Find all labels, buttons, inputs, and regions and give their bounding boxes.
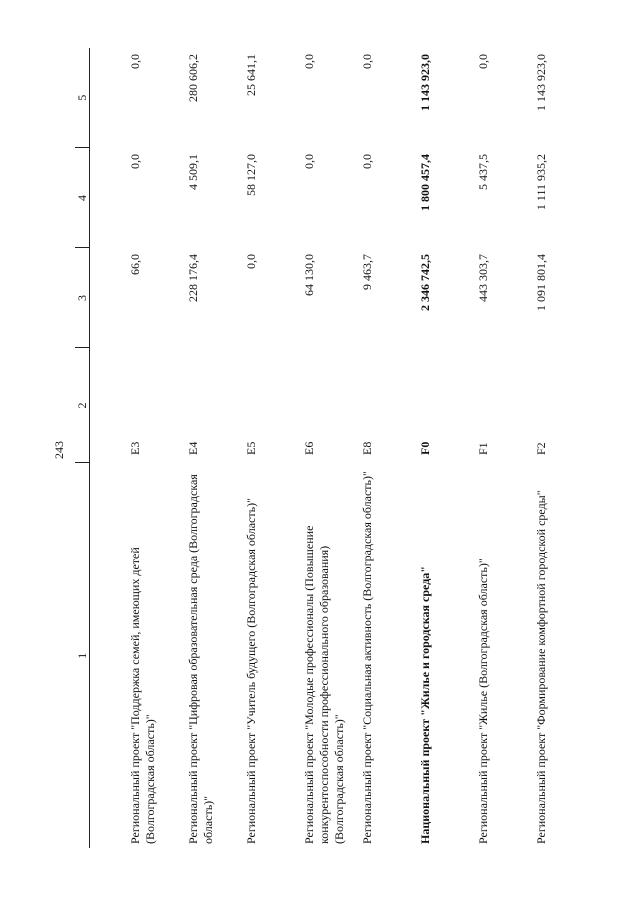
- row-value-col5: 1 143 923,0: [418, 54, 432, 111]
- row-value-col4: 58 127,0: [244, 154, 258, 196]
- row-value-col3: 1 091 801,4: [534, 254, 548, 311]
- row-value-col4: 0,0: [302, 154, 316, 169]
- row-code: Е8: [360, 441, 374, 455]
- row-code: F1: [476, 442, 490, 455]
- row-value-col3: 66,0: [128, 254, 142, 275]
- row-value-col4: 5 437,5: [476, 154, 490, 190]
- row-value-col5: 1 143 923,0: [534, 54, 548, 111]
- table-row: [186, 48, 244, 848]
- row-code: Е6: [302, 441, 316, 455]
- row-value-col4: 0,0: [128, 154, 142, 169]
- row-value-col4: 4 509,1: [186, 154, 200, 190]
- row-name: Региональный проект "Формирование комфортной городской среды": [534, 490, 548, 844]
- column-header-2: 2: [75, 348, 90, 463]
- table-row: [90, 48, 187, 848]
- row-value-col5: 25 641,1: [244, 54, 258, 96]
- row-value-col4: 1 800 457,4: [418, 154, 432, 211]
- row-name: Региональный проект "Социальная активность (Волгоградская область)": [360, 471, 374, 844]
- table-row-total: [418, 48, 476, 848]
- row-code: Е5: [244, 441, 258, 455]
- budget-table: [75, 48, 592, 848]
- table-row: [534, 48, 592, 848]
- table-row: [360, 48, 418, 848]
- row-code: Е3: [128, 441, 142, 455]
- row-value-col5: 0,0: [128, 54, 142, 69]
- row-value-col3: 2 346 742,5: [418, 254, 432, 311]
- row-value-col4: 1 111 935,2: [534, 154, 548, 211]
- table-header-row: [75, 48, 90, 848]
- page-number: 243: [52, 441, 66, 459]
- row-value-col4: 0,0: [360, 154, 374, 169]
- row-value-col3: 64 130,0: [302, 254, 316, 296]
- row-code: Е4: [186, 441, 200, 455]
- row-name: Региональный проект "Поддержка семей, имеющих детей (Волгоградская область)": [128, 547, 157, 844]
- row-name: Региональный проект "Молодые профессионалы (Повышение конкурентоспособности профессионального образования) (Волгоградская область)": [302, 525, 346, 844]
- column-header-4: 4: [75, 148, 90, 248]
- table-row: [244, 48, 302, 848]
- row-name: Национальный проект "Жилье и городская среда": [418, 566, 432, 844]
- row-value-col3: 443 303,7: [476, 254, 490, 302]
- row-name: Региональный проект "Жилье (Волгоградская область)": [476, 558, 490, 844]
- column-header-5: 5: [75, 48, 90, 148]
- row-value-col3: 228 176,4: [186, 254, 200, 302]
- table-row: [476, 48, 534, 848]
- row-name: Региональный проект "Цифровая образовательная среда (Волгоградская область)": [186, 474, 215, 844]
- row-name: Региональный проект "Учитель будущего (Волгоградская область)": [244, 498, 258, 844]
- budget-table-container: [75, 48, 555, 848]
- column-header-1: 1: [75, 463, 90, 848]
- row-code: F2: [534, 442, 548, 455]
- row-value-col5: 0,0: [476, 54, 490, 69]
- row-value-col3: 0,0: [244, 254, 258, 269]
- row-value-col3: 9 463,7: [360, 254, 374, 290]
- row-code: F0: [418, 441, 432, 455]
- table-row: [302, 48, 360, 848]
- row-value-col5: 0,0: [302, 54, 316, 69]
- row-value-col5: 0,0: [360, 54, 374, 69]
- column-header-3: 3: [75, 248, 90, 348]
- row-value-col5: 280 606,2: [186, 54, 200, 102]
